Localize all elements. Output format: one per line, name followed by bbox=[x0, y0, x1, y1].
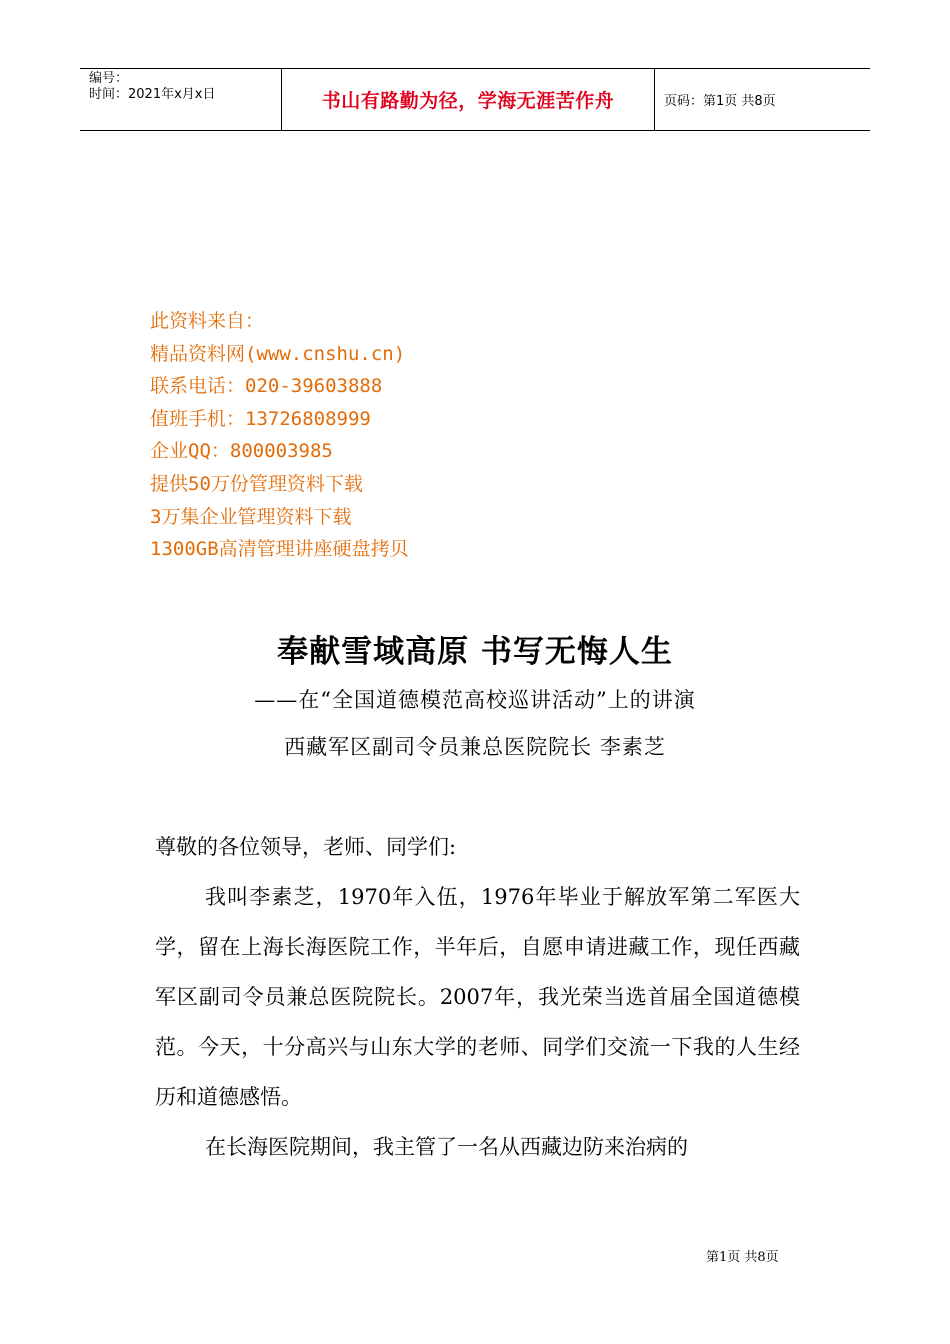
ad-line: 3万集企业管理资料下载 bbox=[150, 505, 352, 528]
header-table bbox=[80, 68, 870, 131]
header-motto-cell bbox=[282, 69, 655, 130]
page-label: 页码：第1页 共8页 bbox=[664, 94, 776, 109]
header-page-cell bbox=[655, 69, 870, 130]
time-label: 时间：2021年x月x日 bbox=[89, 87, 216, 102]
number-label: 编号： bbox=[89, 71, 129, 86]
header-meta-cell bbox=[80, 69, 282, 130]
motto: 书山有路勤为径，学海无涯苦作舟 bbox=[321, 90, 615, 112]
ad-line: 值班手机：13726808999 bbox=[150, 407, 371, 430]
ad-line: 提供50万份管理资料下载 bbox=[150, 472, 363, 495]
salutation: 尊敬的各位领导，老师、同学们: bbox=[155, 835, 457, 859]
paragraph: 在长海医院期间，我主管了一名从西藏边防来治病的 bbox=[205, 1135, 688, 1159]
source-ad-block bbox=[150, 305, 409, 566]
ad-line: 此资料来自： bbox=[150, 310, 265, 332]
paragraph: 我叫李素芝，1970年入伍，1976年毕业于解放军第二军医大学，留在上海长海医院工作，半年后，自愿申请进藏工作，现任西藏军区副司令员兼总医院院长。2007年，我光荣当选首届全国道德模范。今天，十分高兴与山东大学的老师、同学们交流一下我的人生经历和道德感悟。 bbox=[155, 885, 800, 1109]
document-body bbox=[155, 822, 800, 1172]
document-author: 西藏军区副司令员兼总医院院长 李素芝 bbox=[284, 735, 666, 759]
ad-line: 联系电话：020-39603888 bbox=[150, 375, 383, 398]
ad-line: 企业QQ：800003985 bbox=[150, 440, 333, 463]
ad-line: 精品资料网(www.cnshu.cn) bbox=[150, 342, 406, 365]
footer-page-number: 第1页 共8页 bbox=[706, 1250, 779, 1265]
document-subtitle: ——在“全国道德模范高校巡讲活动”上的讲演 bbox=[254, 688, 696, 712]
ad-line: 1300GB高清管理讲座硬盘拷贝 bbox=[150, 538, 409, 561]
document-title: 奉献雪域高原 书写无悔人生 bbox=[277, 634, 673, 670]
